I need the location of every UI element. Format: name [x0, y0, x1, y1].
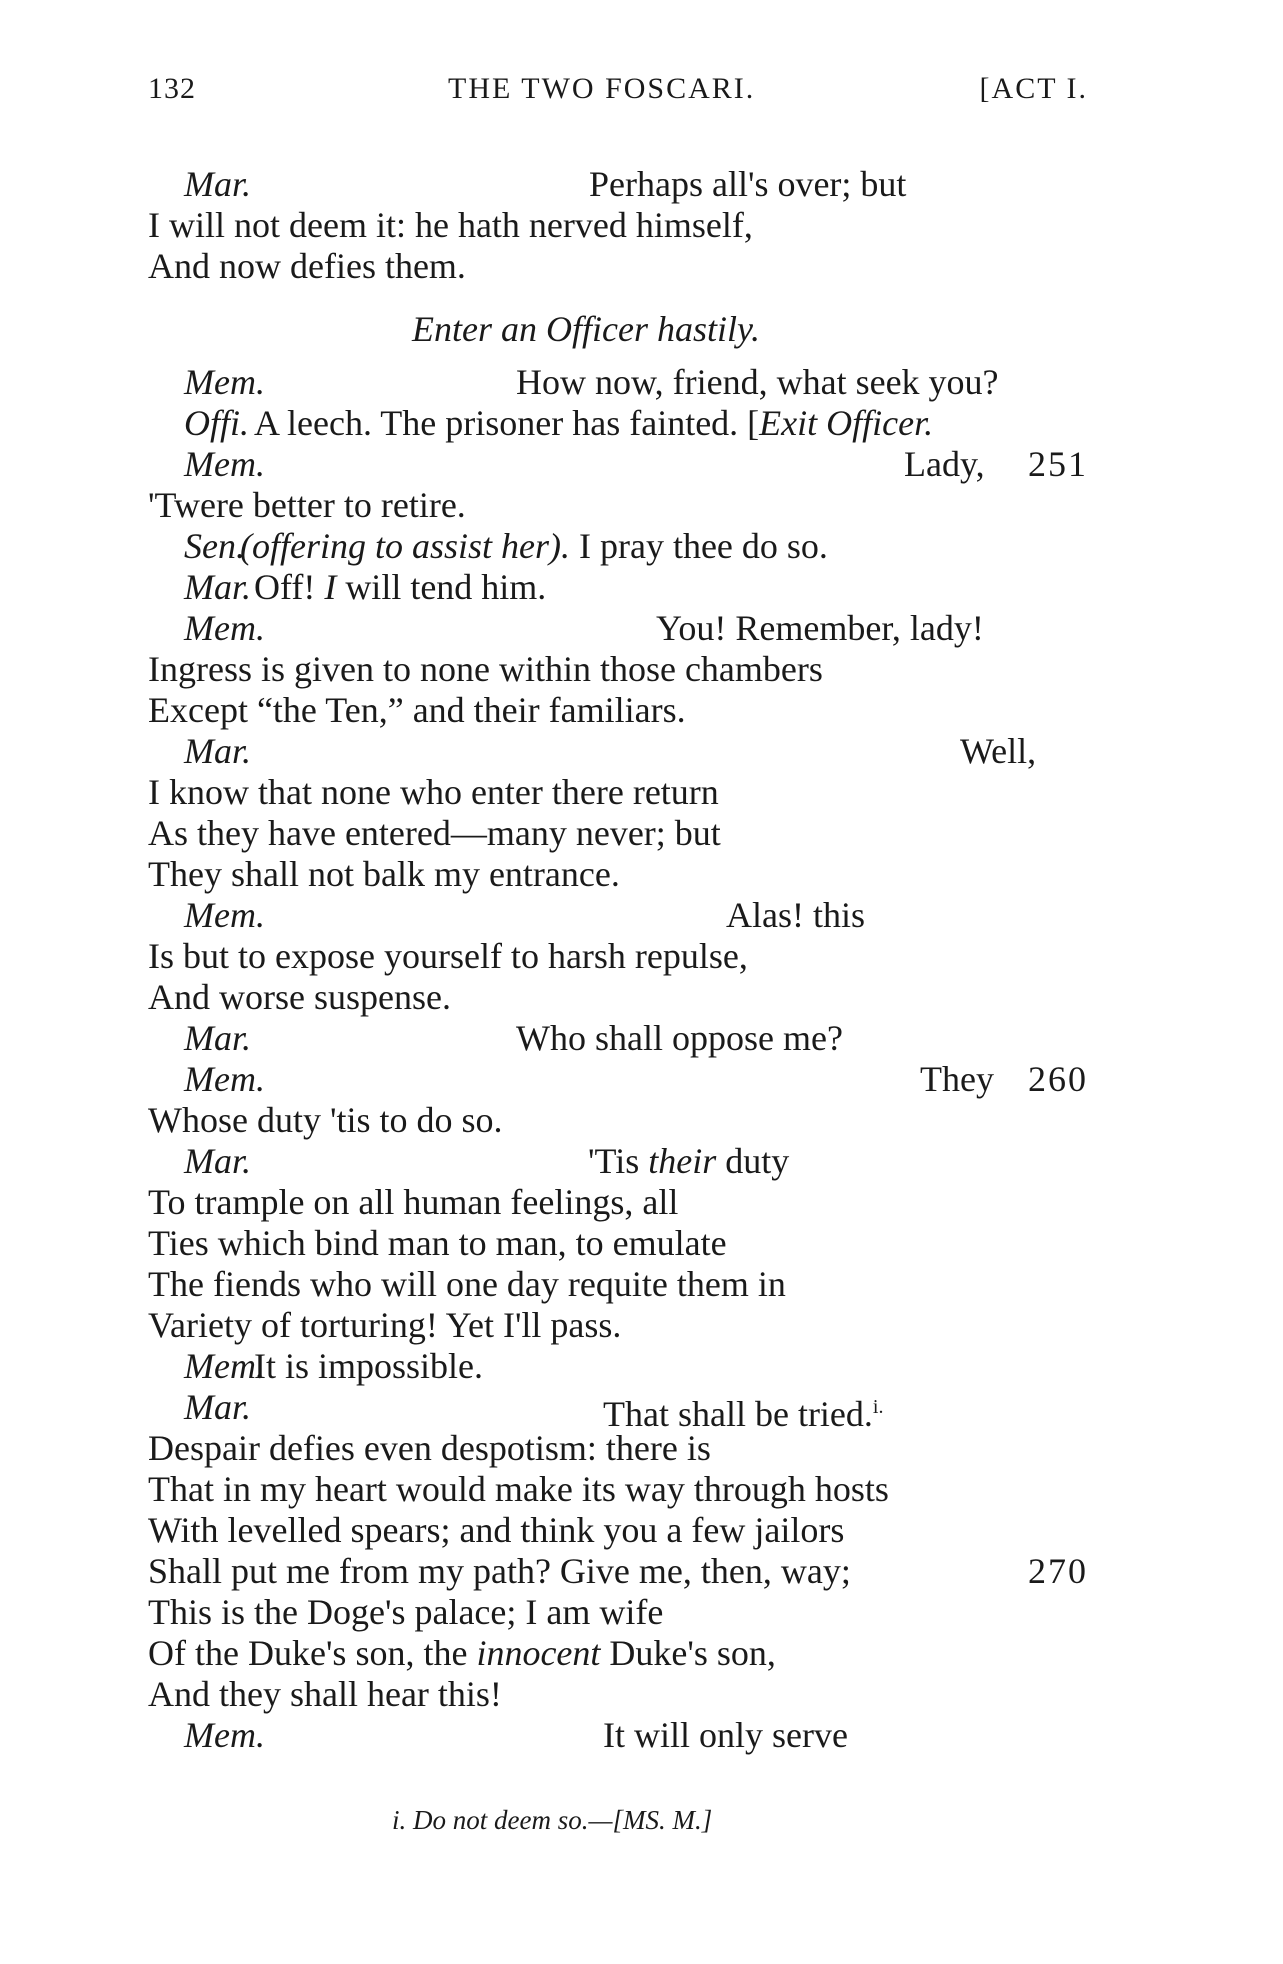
- line-text: As they have entered—many never; but: [148, 813, 721, 853]
- verse-line: [148, 813, 1088, 854]
- line-text: Except “the Ten,” and their familiars.: [148, 690, 686, 730]
- verse-line: [148, 977, 1088, 1018]
- line-text: I will not deem it: he hath nerved himself,: [148, 205, 753, 245]
- footnote: i. Do not deem so.—[MS. M.]: [392, 1805, 713, 1835]
- verse-line: [148, 1059, 1088, 1100]
- verse-line: [148, 854, 1088, 895]
- verse-line: [148, 362, 1088, 403]
- verse-line: [148, 772, 1088, 813]
- verse-line: [148, 1182, 1088, 1223]
- line-number: 251: [1028, 444, 1088, 484]
- verse-line: [148, 1346, 1088, 1387]
- line-text: And they shall hear this!: [148, 1674, 502, 1714]
- verse-line: [148, 608, 1088, 649]
- verse-line: [148, 731, 1088, 772]
- verse-line: [148, 1264, 1088, 1305]
- verse-line: [148, 1387, 1088, 1434]
- line-text: A leech. The prisoner has fainted. [Exit Officer.: [254, 403, 934, 443]
- line-text: To trample on all human feelings, all: [148, 1182, 679, 1222]
- speaker-name: Mem.: [184, 1059, 265, 1099]
- verse-line: [148, 1428, 1088, 1469]
- line-number: 270: [1028, 1551, 1088, 1591]
- running-title: THE TWO FOSCARI.: [448, 72, 756, 105]
- line-text: How now, friend, what seek you?: [516, 362, 999, 402]
- line-text: Who shall oppose me?: [516, 1018, 843, 1058]
- line-number: 260: [1028, 1059, 1088, 1099]
- line-text: Of the Duke's son, the innocent Duke's son,: [148, 1633, 776, 1673]
- verse-line: [148, 567, 1088, 608]
- running-header: [148, 72, 1088, 112]
- verse-line: [148, 690, 1088, 731]
- speaker-name: Offi.: [184, 403, 250, 443]
- line-text: Ties which bind man to man, to emulate: [148, 1223, 727, 1263]
- verse-line: [148, 526, 1088, 567]
- verse-line: [148, 1715, 1088, 1756]
- speaker-name: Mem.: [184, 608, 265, 648]
- verse-line: [148, 1469, 1088, 1510]
- line-text: 'Twere better to retire.: [148, 485, 466, 525]
- line-text: Ingress is given to none within those chambers: [148, 649, 823, 689]
- line-text: Off! I will tend him.: [254, 567, 547, 607]
- verse-line: [148, 444, 1088, 485]
- act-marker: [ACT I.: [979, 72, 1088, 105]
- page-number: 132: [148, 72, 196, 105]
- line-text: Despair defies even despotism: there is: [148, 1428, 711, 1468]
- line-text: 'Tis their duty: [588, 1141, 790, 1181]
- speaker-name: Mem.: [184, 1346, 265, 1386]
- speaker-name: Mem.: [184, 444, 265, 484]
- line-text: And worse suspense.: [148, 977, 451, 1017]
- verse-line: [148, 205, 1088, 246]
- speaker-name: Mar.: [184, 567, 252, 607]
- line-text: They: [920, 1059, 994, 1099]
- line-text: Lady,: [904, 444, 985, 484]
- speaker-name: Mar.: [184, 1141, 252, 1181]
- speaker-name: Mar.: [184, 731, 252, 771]
- speaker-name: Mar.: [184, 1018, 252, 1058]
- line-text: I know that none who enter there return: [148, 772, 719, 812]
- line-text: Is but to expose yourself to harsh repulse,: [148, 936, 748, 976]
- verse-line: [148, 1305, 1088, 1346]
- verse-line: [148, 403, 1088, 444]
- speaker-name: Sen.: [184, 526, 245, 566]
- verse-line: [148, 895, 1088, 936]
- verse-line: [148, 1633, 1088, 1674]
- line-text: Variety of torturing! Yet I'll pass.: [148, 1305, 622, 1345]
- line-text: With levelled spears; and think you a few jailors: [148, 1510, 845, 1550]
- verse-line: [148, 1018, 1088, 1059]
- line-text: The fiends who will one day requite them in: [148, 1264, 786, 1304]
- speaker-name: Mem.: [184, 1715, 265, 1755]
- verse-line: [148, 1551, 1088, 1592]
- line-text: Alas! this: [726, 895, 865, 935]
- verse-line: [148, 936, 1088, 977]
- line-text: You! Remember, lady!: [656, 608, 984, 648]
- verse-line: [148, 164, 1088, 205]
- verse-line: [148, 1674, 1088, 1715]
- verse-line: [148, 1141, 1088, 1182]
- line-text: Whose duty 'tis to do so.: [148, 1100, 503, 1140]
- line-text: Perhaps all's over; but: [589, 164, 907, 204]
- line-text: It will only serve: [603, 1715, 848, 1755]
- speaker-name: Mem.: [184, 362, 265, 402]
- verse-line: [148, 649, 1088, 690]
- verse-body: [148, 164, 1088, 1756]
- line-text: Enter an Officer hastily.: [412, 309, 760, 349]
- line-text: That shall be tried.$^{i.}$: [603, 1394, 884, 1434]
- stage-direction: [148, 296, 1088, 362]
- line-text: Well,: [960, 731, 1037, 771]
- line-text: Shall put me from my path? Give me, then, way;: [148, 1551, 851, 1591]
- verse-line: [148, 1100, 1088, 1141]
- speaker-name: Mar.: [184, 164, 252, 204]
- speaker-name: Mem.: [184, 895, 265, 935]
- verse-line: [148, 1510, 1088, 1551]
- verse-line: [148, 1223, 1088, 1264]
- line-text: It is impossible.: [254, 1346, 484, 1386]
- line-text: (offering to assist her). I pray thee do so.: [240, 526, 828, 566]
- line-text: And now defies them.: [148, 246, 466, 286]
- speaker-name: Mar.: [184, 1387, 252, 1427]
- line-text: That in my heart would make its way through hosts: [148, 1469, 889, 1509]
- line-text: This is the Doge's palace; I am wife: [148, 1592, 664, 1632]
- line-text: They shall not balk my entrance.: [148, 854, 620, 894]
- verse-line: [148, 246, 1088, 296]
- verse-line: [148, 485, 1088, 526]
- verse-line: [148, 1592, 1088, 1633]
